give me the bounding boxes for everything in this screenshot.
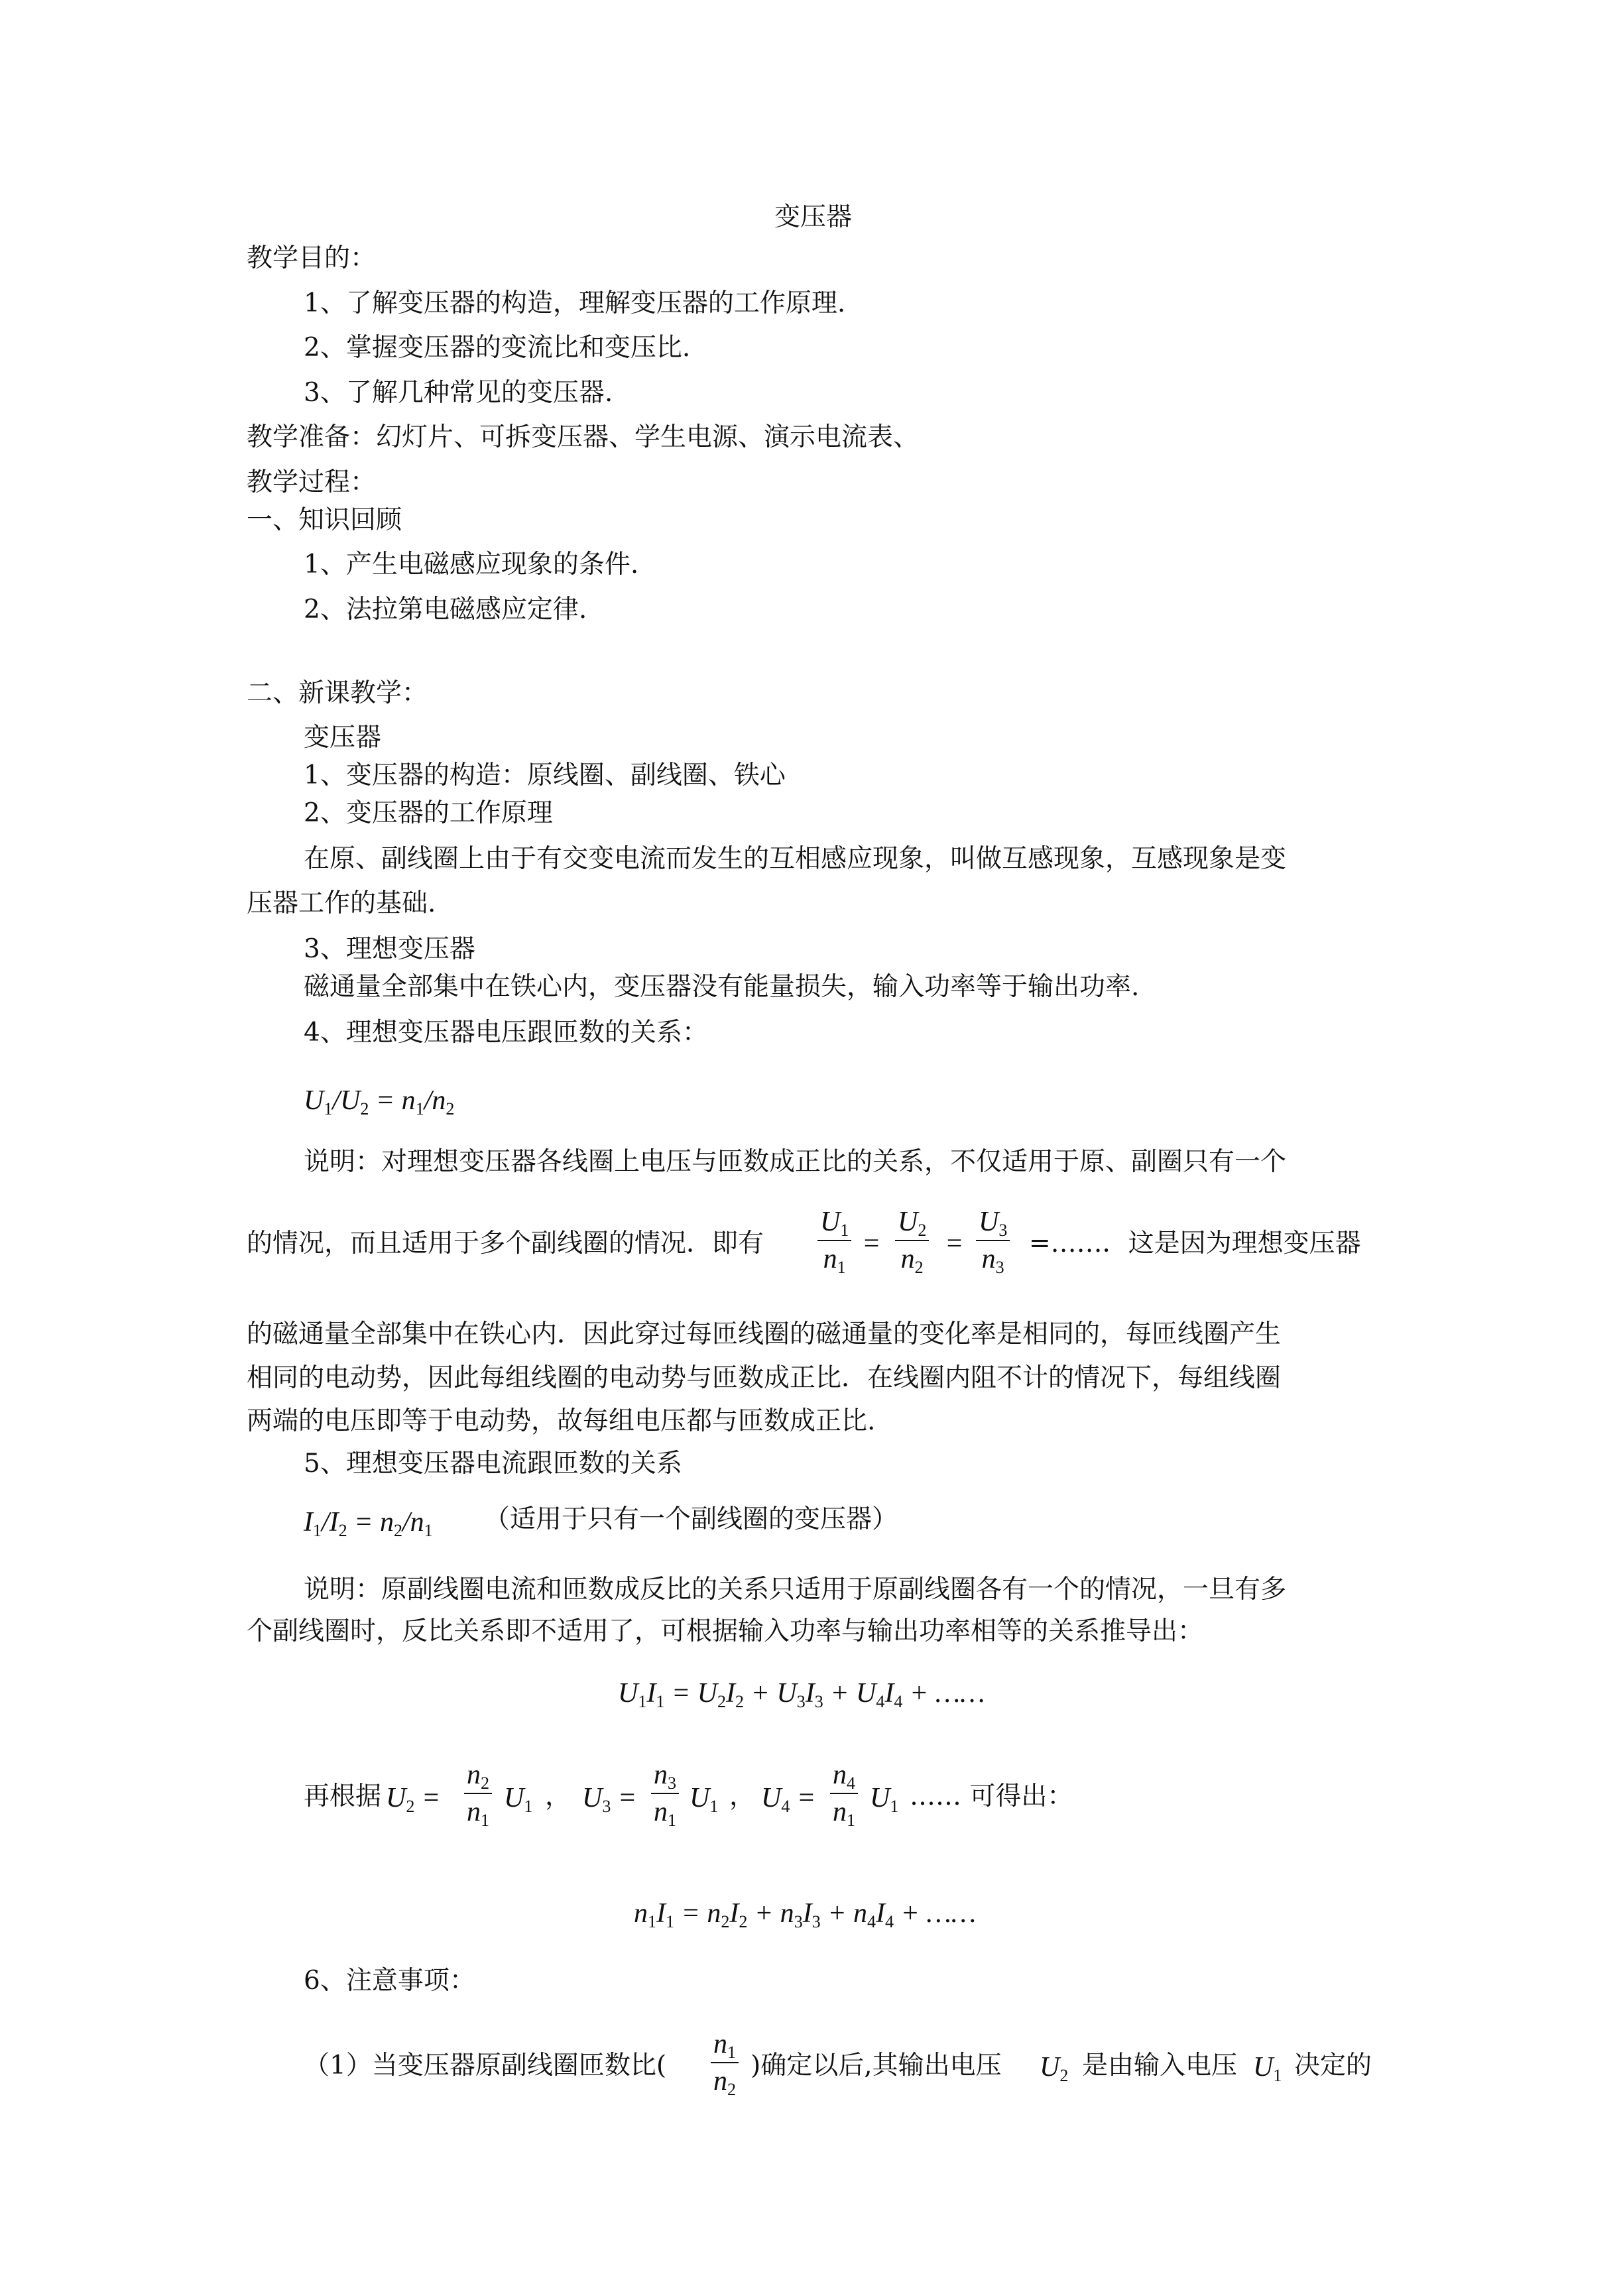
u3-label: $U_3$ = bbox=[582, 1783, 637, 1816]
fraction-u3-n3: $\frac{U_3}{n_3}$ bbox=[976, 1204, 1010, 1277]
paragraph-line: 磁通量全部集中在铁心内，变压器没有能量损失，输入功率等于输出功率. bbox=[304, 972, 1140, 1002]
topic-line: 变压器 bbox=[304, 723, 382, 753]
current-ratio-formula: $I_1/I_2 = n_2/n_1$ bbox=[304, 1507, 433, 1540]
equals-sign: = bbox=[862, 1229, 881, 1259]
preparation-line: 教学准备：幻灯片、可拆变压器、学生电源、演示电流表、 bbox=[247, 422, 920, 452]
voltage-ratio-formula: $U_1/U_2 = n_1/n_2$ bbox=[304, 1085, 455, 1118]
paragraph-line: 说明：原副线圈电流和匝数成反比的关系只适用于原副线圈各有一个的情况，一旦有多 bbox=[304, 1575, 1287, 1604]
caution-mid2: 是由输入电压 bbox=[1082, 2051, 1238, 2081]
paragraph-line: 在原、副线圈上由于有交变电流而发生的互相感应现象，叫做互感现象，互感现象是变 bbox=[304, 844, 1287, 874]
review-item: 1、产生电磁感应现象的条件. bbox=[304, 550, 639, 579]
fraction-n1-n2: $\frac{n_1}{n_2}$ bbox=[711, 2026, 739, 2099]
review-heading: 一、知识回顾 bbox=[247, 505, 402, 535]
section-item: 6、注意事项： bbox=[304, 1966, 475, 1996]
fraction-n3-n1: $\frac{n_3}{n_1}$ bbox=[651, 1757, 679, 1830]
again-prefix: 再根据 bbox=[304, 1782, 382, 1811]
section-item: 5、理想变压器电流跟匝数的关系 bbox=[304, 1449, 682, 1479]
can-get-text: …… 可得出： bbox=[910, 1782, 1073, 1811]
paragraph-line: 的情况，而且适用于多个副线圈的情况．即有 bbox=[247, 1229, 764, 1258]
objective-item: 2、掌握变压器的变流比和变压比. bbox=[304, 333, 691, 363]
paragraph-line: 个副线圈时，反比关系即不适用了，可根据输入功率与输出功率相等的关系推导出： bbox=[247, 1616, 1204, 1646]
comma: ， bbox=[545, 1782, 571, 1811]
section-item: 1、变压器的构造：原线圈、副线圈、铁心 bbox=[304, 760, 786, 790]
power-balance-formula: $U_1I_1 = U_2I_2 + U_3I_3 + U_4I_4$ + …… bbox=[618, 1678, 985, 1711]
section-item: 2、变压器的工作原理 bbox=[304, 798, 553, 828]
fraction-u2-n2: $\frac{U_2}{n_2}$ bbox=[895, 1204, 929, 1277]
comma: ， bbox=[729, 1782, 756, 1811]
page-title: 变压器 bbox=[774, 202, 853, 232]
caution-tail: 决定的 bbox=[1294, 2051, 1372, 2081]
paragraph-line: 压器工作的基础. bbox=[247, 888, 436, 918]
u1-term: $U_1$ bbox=[690, 1783, 719, 1816]
new-lesson-heading: 二、新课教学： bbox=[247, 678, 428, 708]
objective-item: 1、了解变压器的构造，理解变压器的工作原理. bbox=[304, 288, 846, 318]
equals-sign: = bbox=[945, 1229, 964, 1259]
current-ratio-note: （适用于只有一个副线圈的变压器） bbox=[484, 1504, 898, 1534]
u1-symbol: $U_1$ bbox=[1253, 2052, 1282, 2085]
caution-prefix: （1）当变压器原副线圈匝数比( bbox=[304, 2051, 667, 2081]
caution-mid: )确定以后,其输出电压 bbox=[751, 2051, 1002, 2081]
review-item: 2、法拉第电磁感应定律. bbox=[304, 595, 587, 625]
u4-label: $U_4$ = bbox=[761, 1783, 816, 1816]
fraction-n4-n1: $\frac{n_4}{n_1}$ bbox=[830, 1757, 858, 1830]
u2-label: $U_2$ = bbox=[386, 1783, 441, 1816]
ampere-turn-formula: $n_1I_1 = n_2I_2 + n_3I_3 + n_4I_4$ + …… bbox=[634, 1898, 977, 1931]
u2-symbol: $U_2$ bbox=[1040, 2052, 1069, 2085]
paragraph-line: 的磁通量全部集中在铁心内．因此穿过每匝线圈的磁通量的变化率是相同的，每匝线圈产生 bbox=[247, 1319, 1282, 1349]
objective-item: 3、了解几种常见的变压器. bbox=[304, 378, 613, 408]
process-heading: 教学过程： bbox=[247, 467, 377, 497]
objectives-heading: 教学目的： bbox=[247, 243, 377, 273]
paragraph-line-tail: =……．这是因为理想变压器 bbox=[1029, 1229, 1361, 1258]
section-item: 3、理想变压器 bbox=[304, 934, 475, 964]
paragraph-line: 相同的电动势，因此每组线圈的电动势与匝数成正比．在线圈内阻不计的情况下，每组线圈 bbox=[247, 1363, 1282, 1393]
paragraph-line: 两端的电压即等于电动势，故每组电压都与匝数成正比. bbox=[247, 1406, 876, 1436]
section-item: 4、理想变压器电压跟匝数的关系： bbox=[304, 1018, 708, 1048]
u1-term: $U_1$ bbox=[504, 1783, 533, 1816]
fraction-u1-n1: $\frac{U_1}{n_1}$ bbox=[817, 1204, 851, 1277]
u1-term: $U_1$ bbox=[870, 1783, 899, 1816]
paragraph-line: 说明：对理想变压器各线圈上电压与匝数成正比的关系，不仅适用于原、副圈只有一个 bbox=[304, 1147, 1287, 1177]
fraction-n2-n1: $\frac{n_2}{n_1}$ bbox=[464, 1757, 492, 1830]
